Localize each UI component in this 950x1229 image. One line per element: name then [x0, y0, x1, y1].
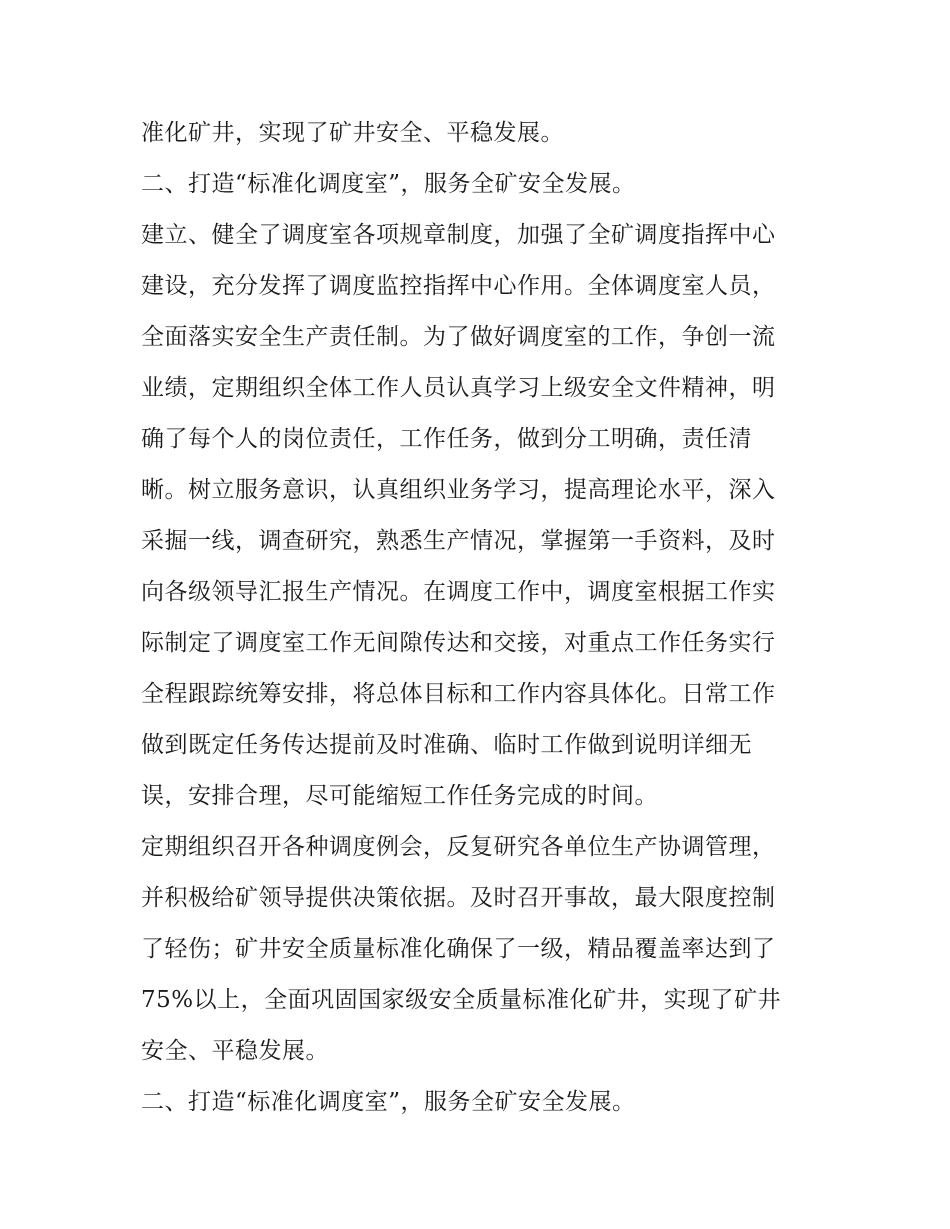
- text-line: 建设，充分发挥了调度监控指挥中心作用。全体调度室人员，: [141, 273, 776, 299]
- text-line: 定期组织召开各种调度例会，反复研究各单位生产协调管理，: [141, 834, 776, 860]
- section-heading: 二、打造“标准化调度室”，服务全矿安全发展。: [141, 171, 636, 197]
- text-line: 了轻伤；矿井安全质量标准化确保了一级，精品覆盖率达到了: [141, 936, 776, 962]
- text-line: 并积极给矿领导提供决策依据。及时召开事故，最大限度控制: [141, 885, 776, 911]
- text-line: 建立、健全了调度室各项规章制度，加强了全矿调度指挥中心: [141, 222, 776, 248]
- text-line: 全面落实安全生产责任制。为了做好调度室的工作，争创一流: [141, 324, 776, 350]
- text-line: 业绩，定期组织全体工作人员认真学习上级安全文件精神，明: [141, 375, 776, 401]
- text-line: 安全、平稳发展。: [141, 1038, 329, 1064]
- document-body: [141, 108, 821, 1128]
- text-line: 晰。树立服务意识，认真组织业务学习，提高理论水平，深入: [141, 477, 776, 503]
- text-line: 准化矿井，实现了矿井安全、平稳发展。: [141, 120, 564, 146]
- text-line: 际制定了调度室工作无间隙传达和交接，对重点工作任务实行: [141, 630, 776, 656]
- section-heading: 二、打造“标准化调度室”，服务全矿安全发展。: [141, 1089, 636, 1115]
- text-line: 75%以上，全面巩固国家级安全质量标准化矿井，实现了矿井: [141, 987, 782, 1013]
- text-line: 向各级领导汇报生产情况。在调度工作中，调度室根据工作实: [141, 579, 776, 605]
- text-line: 全程跟踪统筹安排，将总体目标和工作内容具体化。日常工作: [141, 681, 776, 707]
- text-line: 确了每个人的岗位责任，工作任务，做到分工明确，责任清: [141, 426, 752, 452]
- text-line: 采掘一线，调查研究，熟悉生产情况，掌握第一手资料，及时: [141, 528, 776, 554]
- text-line: 误，安排合理，尽可能缩短工作任务完成的时间。: [141, 783, 658, 809]
- text-line: 做到既定任务传达提前及时准确、临时工作做到说明详细无: [141, 732, 752, 758]
